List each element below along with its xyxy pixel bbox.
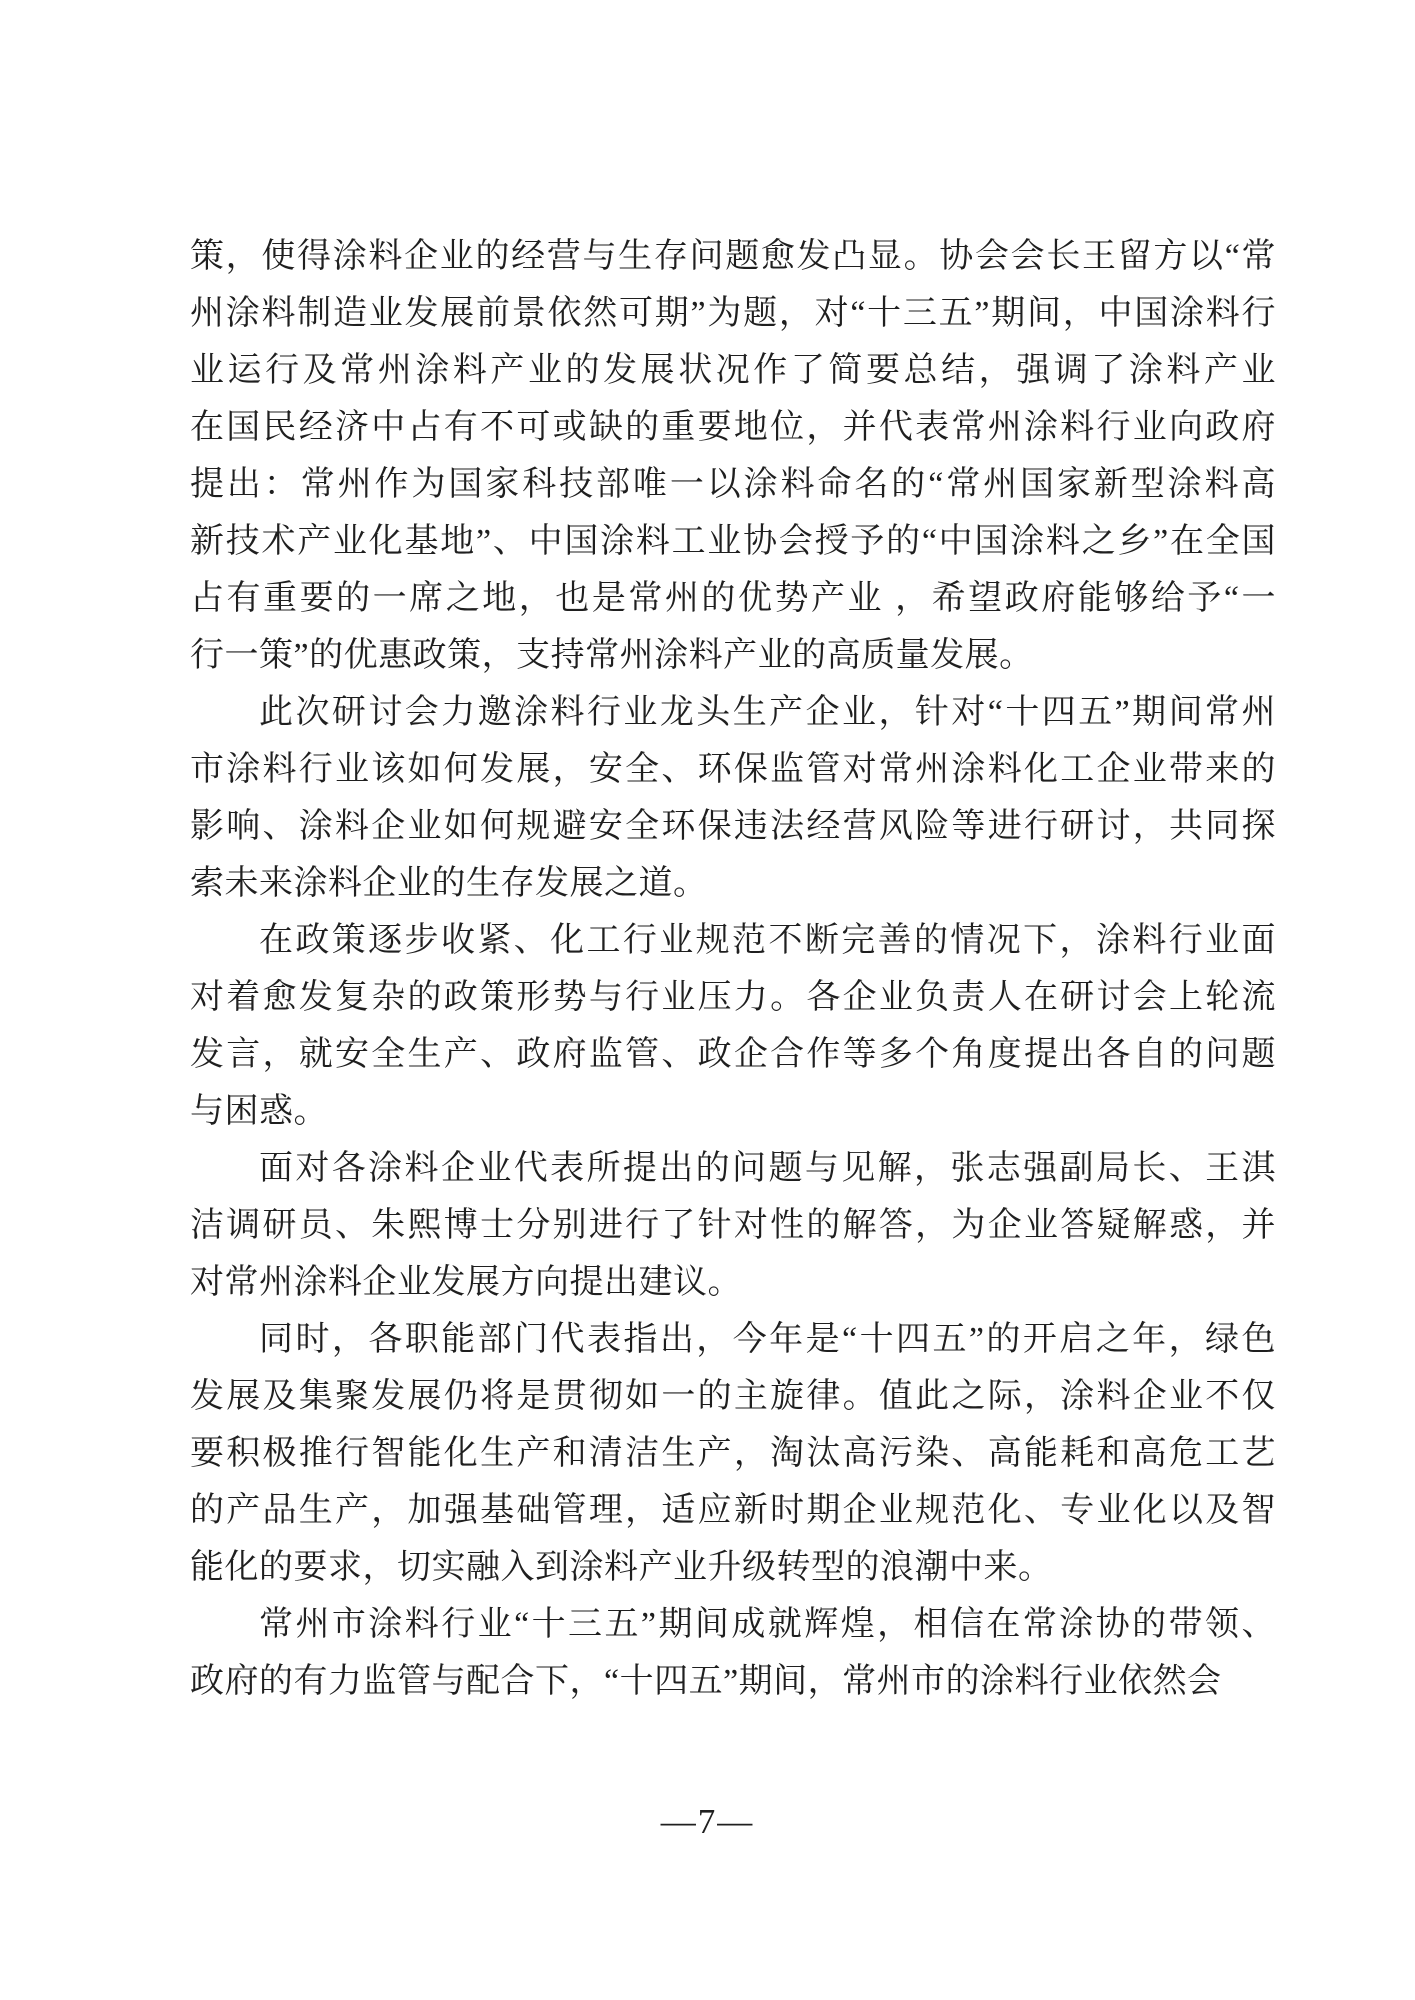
text-line: 占有重要的一席之地，也是常州的优势产业 ，希望政府能够给予“一 (190, 580, 1276, 617)
text-line: 对着愈发复杂的政策形势与行业压力。各企业负责人在研讨会上轮流 (190, 979, 1276, 1016)
text-line: 此次研讨会力邀涂料行业龙头生产企业，针对“十四五”期间常州 (259, 694, 1276, 731)
text-line: 影响、涂料企业如何规避安全环保违法经营风险等进行研讨，共同探 (190, 808, 1276, 845)
text-line: 业运行及常州涂料产业的发展状况作了简要总结，强调了涂料产业 (190, 352, 1276, 389)
text-line: 政府的有力监管与配合下，“十四五”期间，常州市的涂料行业依然会 (190, 1663, 1222, 1700)
text-line: 与困惑。 (190, 1093, 328, 1130)
paragraph (190, 228, 1276, 684)
paragraph (190, 1140, 1276, 1311)
page-number: —7— (660, 1802, 755, 1841)
paragraph (190, 684, 1276, 912)
text-line: 行一策”的优惠政策，支持常州涂料产业的高质量发展。 (190, 637, 1034, 674)
text-line: 索未来涂料企业的生存发展之道。 (190, 865, 708, 902)
paragraph (190, 912, 1276, 1140)
text-line: 面对各涂料企业代表所提出的问题与见解，张志强副局长、王淇 (259, 1150, 1276, 1187)
text-line: 同时，各职能部门代表指出，今年是“十四五”的开启之年，绿色 (259, 1321, 1276, 1358)
paragraph (190, 1596, 1276, 1710)
text-line: 州涂料制造业发展前景依然可期”为题，对“十三五”期间，中国涂料行 (190, 295, 1276, 332)
text-line: 在国民经济中占有不可或缺的重要地位，并代表常州涂料行业向政府 (190, 409, 1276, 446)
page-footer (0, 1802, 1415, 1842)
text-line: 能化的要求，切实融入到涂料产业升级转型的浪潮中来。 (190, 1549, 1053, 1586)
text-line: 要积极推行智能化生产和清洁生产，淘汰高污染、高能耗和高危工艺 (190, 1435, 1276, 1472)
text-line: 在政策逐步收紧、化工行业规范不断完善的情况下，涂料行业面 (259, 922, 1276, 959)
text-line: 新技术产业化基地”、中国涂料工业协会授予的“中国涂料之乡”在全国 (190, 523, 1276, 560)
paragraph (190, 1311, 1276, 1596)
text-line: 发言，就安全生产、政府监管、政企合作等多个角度提出各自的问题 (190, 1036, 1276, 1073)
text-line: 的产品生产，加强基础管理，适应新时期企业规范化、专业化以及智 (190, 1492, 1276, 1529)
text-line: 对常州涂料企业发展方向提出建议。 (190, 1264, 742, 1301)
document-body (190, 228, 1276, 1710)
text-line: 发展及集聚发展仍将是贯彻如一的主旋律。值此之际，涂料企业不仅 (190, 1378, 1276, 1415)
text-line: 策，使得涂料企业的经营与生存问题愈发凸显。协会会长王留方以“常 (190, 238, 1276, 275)
text-line: 市涂料行业该如何发展，安全、环保监管对常州涂料化工企业带来的 (190, 751, 1276, 788)
text-line: 洁调研员、朱熙博士分别进行了针对性的解答，为企业答疑解惑，并 (190, 1207, 1276, 1244)
text-line: 提出：常州作为国家科技部唯一以涂料命名的“常州国家新型涂料高 (190, 466, 1276, 503)
text-line: 常州市涂料行业“十三五”期间成就辉煌，相信在常涂协的带领、 (259, 1606, 1276, 1643)
